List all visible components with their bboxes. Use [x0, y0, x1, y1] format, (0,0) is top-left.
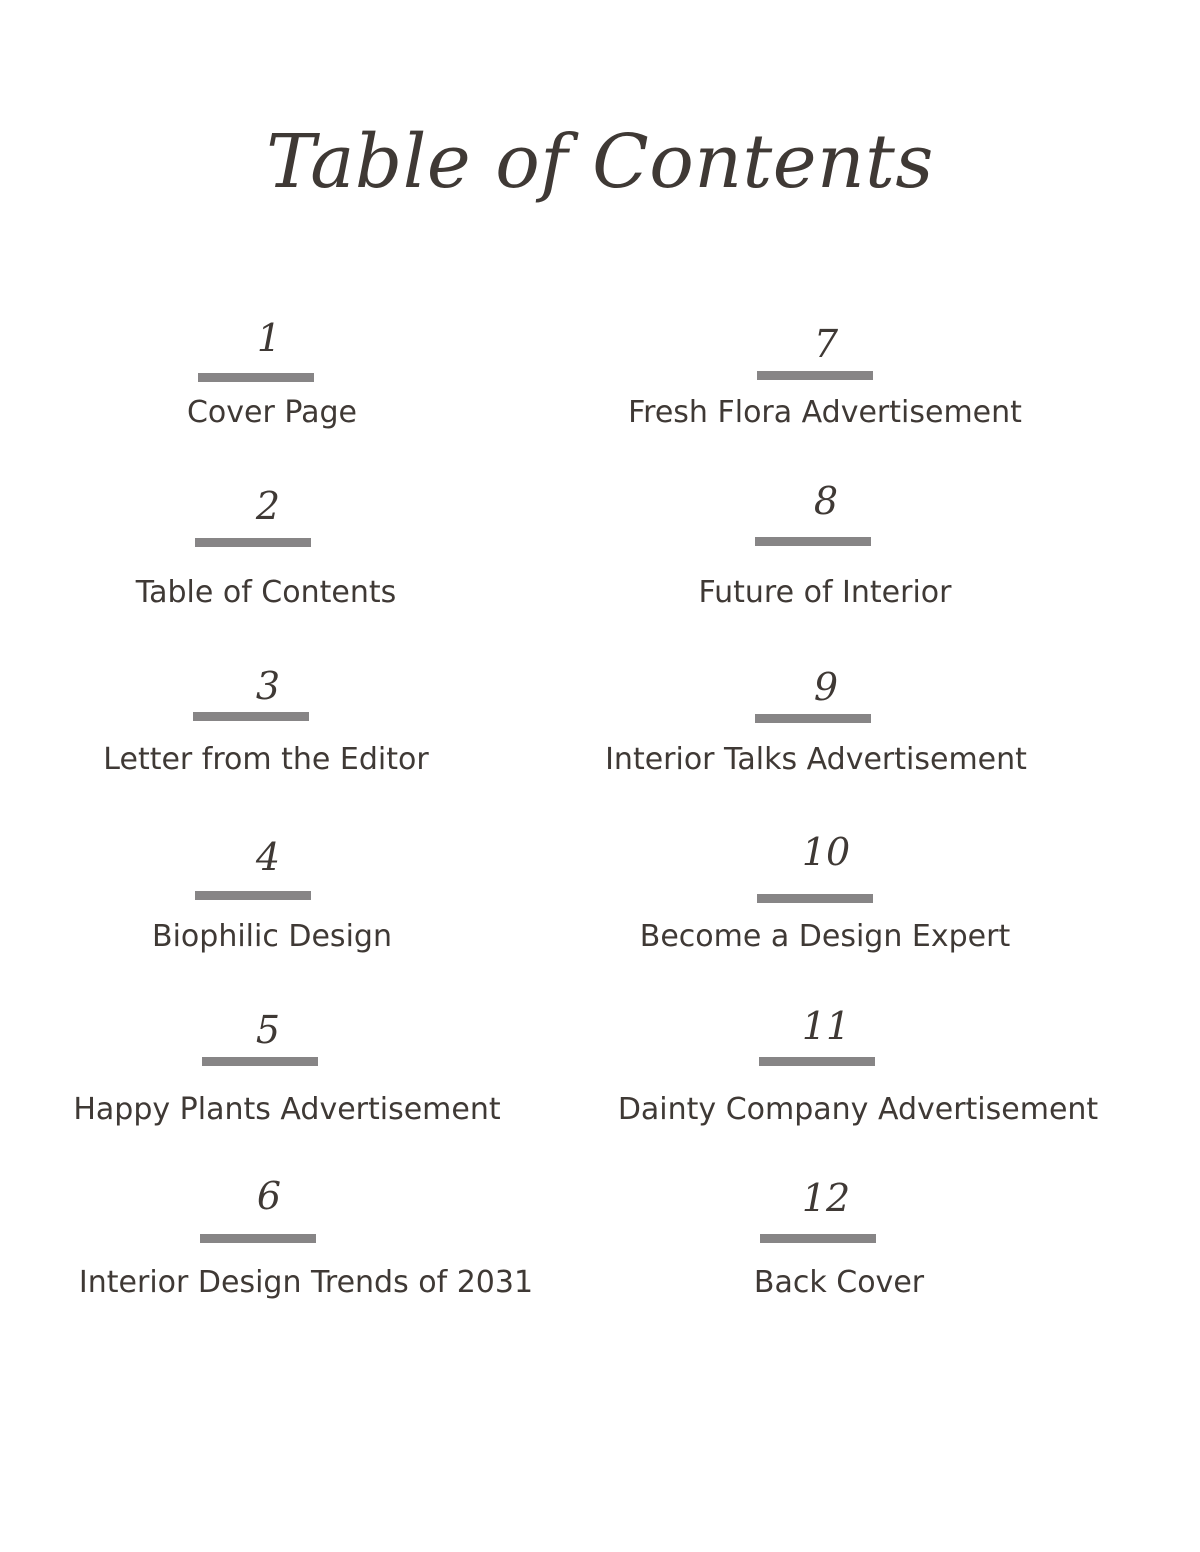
page-number: 7 [813, 322, 839, 366]
page-number: 10 [801, 830, 851, 874]
entry-label: Interior Design Trends of 2031 [78, 1265, 534, 1300]
divider-bar [195, 891, 311, 900]
divider-bar [757, 894, 873, 903]
divider-bar [759, 1057, 875, 1066]
page-number: 2 [255, 484, 281, 528]
page-number: 9 [813, 665, 839, 709]
entry-label: Biophilic Design [152, 919, 392, 954]
entry-label: Letter from the Editor [103, 742, 429, 777]
entry-label: Dainty Company Advertisement [617, 1092, 1099, 1127]
divider-bar [755, 714, 871, 723]
divider-bar [200, 1234, 316, 1243]
page-number: 3 [255, 664, 281, 708]
divider-bar [198, 373, 314, 382]
divider-bar [760, 1234, 876, 1243]
page-number: 11 [801, 1004, 851, 1048]
divider-bar [202, 1057, 318, 1066]
entry-label: Become a Design Expert [639, 919, 1011, 954]
page-number: 4 [255, 835, 281, 879]
entry-label: Back Cover [753, 1265, 925, 1300]
page-number: 1 [256, 316, 282, 360]
page-number: 12 [801, 1176, 851, 1220]
entry-label: Interior Talks Advertisement [605, 742, 1027, 777]
page-number: 5 [255, 1008, 281, 1052]
divider-bar [757, 371, 873, 380]
page-number: 8 [813, 479, 839, 523]
divider-bar [193, 712, 309, 721]
entry-label: Cover Page [186, 395, 357, 430]
page-title: Table of Contents [266, 119, 934, 205]
divider-bar [195, 538, 311, 547]
entry-label: Future of Interior [698, 575, 952, 610]
entry-label: Fresh Flora Advertisement [628, 395, 1022, 430]
entry-label: Table of Contents [135, 575, 397, 610]
divider-bar [755, 537, 871, 546]
page-number: 6 [256, 1174, 282, 1218]
entry-label: Happy Plants Advertisement [73, 1092, 501, 1127]
